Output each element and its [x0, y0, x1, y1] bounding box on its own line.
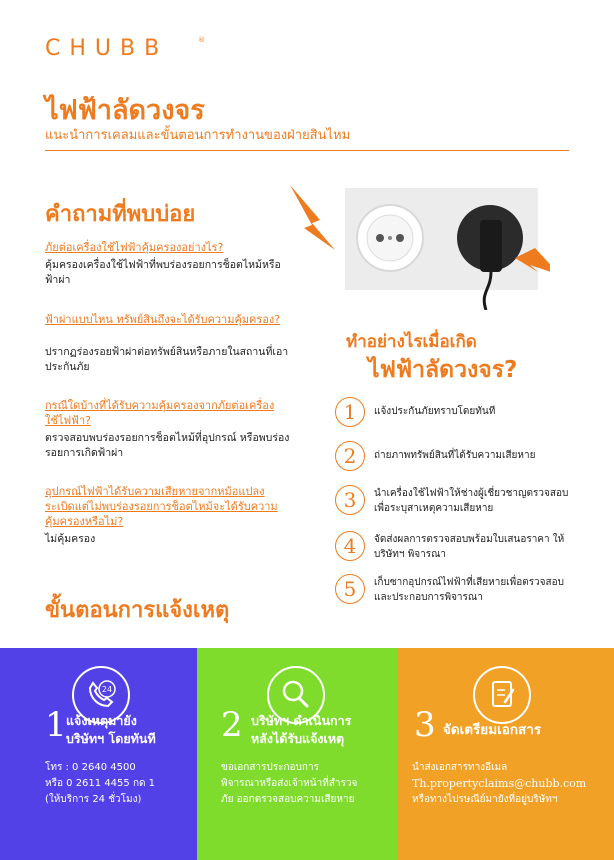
procedure-title-1b: บริษัทฯ โดยทันที: [66, 731, 156, 746]
procedure-number-3: 3: [414, 705, 436, 745]
procedure-number-1: 1: [45, 705, 67, 745]
faq-question-2: ฟ้าผ่าแบบไหน ทรัพย์สินถึงจะได้รับความคุ้มครอง?: [45, 313, 281, 326]
page-subtitle: แนะนำการเคลมและขั้นตอนการทำงานของฝ่ายสินไหม: [45, 128, 351, 143]
procedure-line-1c: (ให้บริการ 24 ชั่วโมง): [45, 794, 142, 805]
faq-question-3: กรณีใดบ้างที่ได้รับความคุ้มครองจากภัยต่อเครื่องใช้ไฟฟ้า?: [45, 399, 275, 427]
procedure-line-3a: นำส่งเอกสารทางอีเมล: [412, 762, 508, 773]
procedure-line-2c: ภัย ออกตรวจสอบความเสียหาย: [221, 794, 355, 805]
step-number-5: 5: [335, 574, 365, 604]
procedure-line-3b: Th.propertyclaims@chubb.com: [412, 777, 587, 790]
procedure-line-3c: หรือทางไปรษณีย์มายังที่อยู่บริษัทฯ: [412, 794, 558, 805]
procedure-title-3: จัดเตรียมเอกสาร: [443, 722, 542, 738]
chubb-logo: CHUBB: [45, 36, 169, 61]
step-number-1: 1: [335, 397, 365, 427]
svg-text:24: 24: [101, 685, 113, 694]
power-outlet-illustration: [290, 180, 550, 310]
procedure-line-2a: ขอเอกสารประกอบการ: [221, 762, 319, 773]
registered-mark: ®: [198, 36, 205, 44]
spark-icon-left: [290, 185, 335, 250]
procedure-panel-2: [197, 648, 397, 860]
procedure-line-2b: พิจารณาหรือส่งเจ้าหน้าที่สำรวจ: [221, 778, 358, 789]
procedure-line-1a: โทร : 0 2640 4500: [45, 762, 136, 773]
faq-question-1: ภัยต่อเครื่องใช้ไฟฟ้าคุ้มครองอย่างไร?: [45, 241, 224, 254]
step-text-1: แจ้งประกันภัยทราบโดยทันที: [374, 406, 496, 417]
step-text-3: นำเครื่องใช้ไฟฟ้าให้ช่างผู้เชี่ยวชาญตรวจสอบเพื่อระบุสาเหตุความเสียหาย: [374, 488, 569, 514]
faq-question-4: อุปกรณ์ไฟฟ้าได้รับความเสียหายจากหม้อแปลงระเบิดแต่ไม่พบร่องรอยการช็อตไหม้จะได้รับความคุ้มครองหรือไม่?: [45, 485, 278, 528]
procedure-title-1a: แจ้งเหตุมายัง: [66, 713, 137, 728]
procedure-panel-1: [0, 648, 197, 860]
header-divider: [45, 150, 569, 151]
faq-answer-2: ปรากฏร่องรอยฟ้าผ่าต่อทรัพย์สินหรือภายในสถานที่เอาประกันภัย: [45, 346, 289, 373]
faq-answer-3: ตรวจสอบพบร่องรอยการช็อตไหม้ที่อุปกรณ์ หรือพบร่องรอยการเกิดฟ้าผ่า: [45, 432, 290, 459]
procedure-title-2a: บริษัทฯ ดำเนินการ: [251, 713, 352, 728]
procedure-heading: ขั้นตอนการแจ้งเหตุ: [45, 598, 230, 623]
procedure-number-2: 2: [221, 705, 243, 745]
procedure-panel-3: [397, 648, 614, 860]
what-to-do-heading-line2: ไฟฟ้าลัดวงจร?: [368, 357, 518, 383]
procedure-title-2b: หลังได้รับแจ้งเหตุ: [251, 731, 345, 746]
faq-answer-4: ไม่คุ้มครอง: [45, 533, 96, 545]
step-number-3: 3: [335, 485, 365, 515]
page-title: ไฟฟ้าลัดวงจร: [45, 95, 205, 126]
step-text-2: ถ่ายภาพทรัพย์สินที่ได้รับความเสียหาย: [374, 450, 536, 461]
procedure-line-1b: หรือ 0 2611 4455 กด 1: [45, 778, 156, 789]
faq-answer-1: คุ้มครองเครื่องใช้ไฟฟ้าที่พบร่องรอยการช็อตไหม้หรือฟ้าผ่า: [45, 259, 281, 286]
step-text-4: จัดส่งผลการตรวจสอบพร้อมใบเสนอราคา ให้บริษัทฯ พิจารณา: [374, 534, 565, 560]
faq-heading: คำถามที่พบบ่อย: [45, 202, 196, 227]
what-to-do-heading-line1: ทำอย่างไรเมื่อเกิด: [346, 332, 477, 352]
step-text-5: เก็บซากอุปกรณ์ไฟฟ้าที่เสียหายเพื่อตรวจสอบ และประกอบการพิจารณา: [374, 577, 564, 603]
step-number-2: 2: [335, 441, 365, 471]
document-edit-icon: [473, 666, 531, 724]
plug: [480, 220, 502, 272]
step-number-4: 4: [335, 531, 365, 561]
